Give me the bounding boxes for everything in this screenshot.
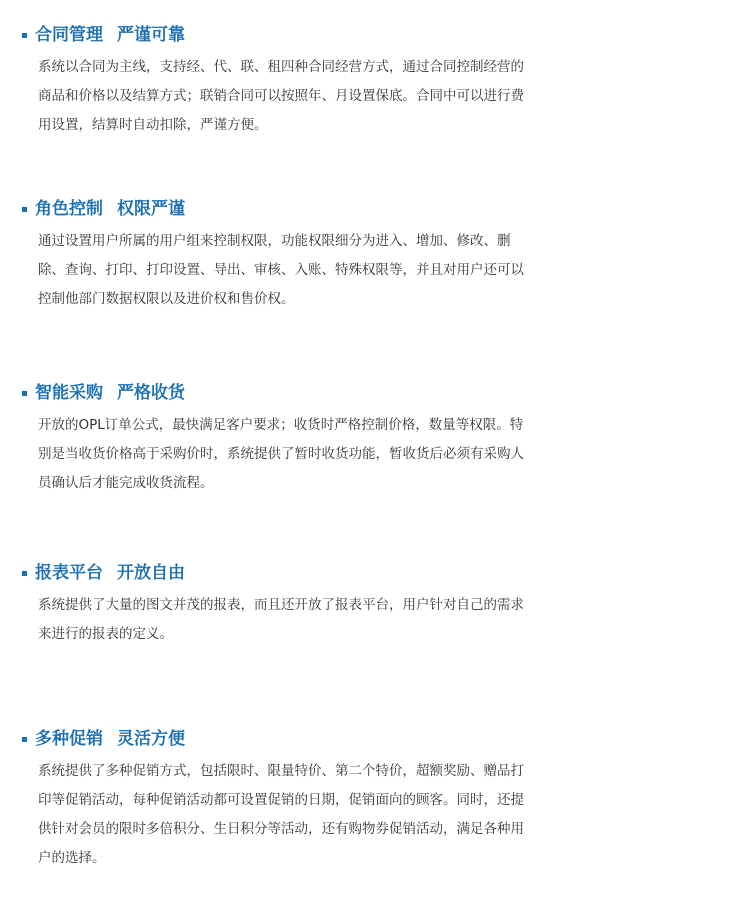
body-line: 商品和价格以及结算方式；联销合同可以按照年、月设置保底。合同中可以进行费 [38,88,524,104]
body-line: 开放的OPL订单公式，最快满足客户要求；收货时严格控制价格，数量等权限。特 [38,417,524,433]
section-heading [22,726,185,752]
section-title: 多种促销 [35,729,103,749]
section-body [38,227,640,314]
body-line: 员确认后才能完成收货流程。 [38,475,214,491]
body-line: 系统提供了大量的图文并茂的报表，而且还开放了报表平台，用户针对自己的需求 [38,597,524,613]
body-line: 用设置，结算时自动扣除，严谨方便。 [38,117,268,133]
body-line: 除、查询、打印、打印设置、导出、审核、入账、特殊权限等，并且对用户还可以 [38,262,524,278]
section-body [38,53,640,140]
body-line: 控制他部门数据权限以及进价权和售价权。 [38,291,295,307]
section-title: 智能采购 [35,383,103,403]
section-heading [22,380,185,406]
section-heading [22,22,185,48]
body-line: 系统以合同为主线，支持经、代、联、租四种合同经营方式，通过合同控制经营的 [38,59,524,75]
section-body [38,757,640,873]
bullet-icon [22,207,27,212]
bullet-icon [22,737,27,742]
section-title: 合同管理 [35,25,103,45]
body-line: 来进行的报表的定义。 [38,626,173,642]
section-subtitle: 灵活方便 [117,729,185,749]
section-subtitle: 开放自由 [117,563,185,583]
section-subtitle: 权限严谨 [117,199,185,219]
body-line: 印等促销活动，每种促销活动都可设置促销的日期，促销面向的顾客。同时，还提 [38,792,524,808]
body-line: 供针对会员的限时多倍积分、生日积分等活动，还有购物券促销活动，满足各种用 [38,821,524,837]
section-title: 报表平台 [35,563,103,583]
section-body [38,591,640,649]
body-line: 通过设置用户所属的用户组来控制权限，功能权限细分为进入、增加、修改、删 [38,233,511,249]
bullet-icon [22,33,27,38]
body-line: 系统提供了多种促销方式，包括限时、限量特价、第二个特价，超额奖励、赠品打 [38,763,524,779]
section-subtitle: 严谨可靠 [117,25,185,45]
section-body [38,411,640,498]
section-title: 角色控制 [35,199,103,219]
section-heading [22,196,185,222]
section-subtitle: 严格收货 [117,383,185,403]
bullet-icon [22,571,27,576]
body-line: 户的选择。 [38,850,106,866]
bullet-icon [22,391,27,396]
section-heading [22,560,185,586]
body-line: 别是当收货价格高于采购价时，系统提供了暂时收货功能，暂收货后必须有采购人 [38,446,524,462]
